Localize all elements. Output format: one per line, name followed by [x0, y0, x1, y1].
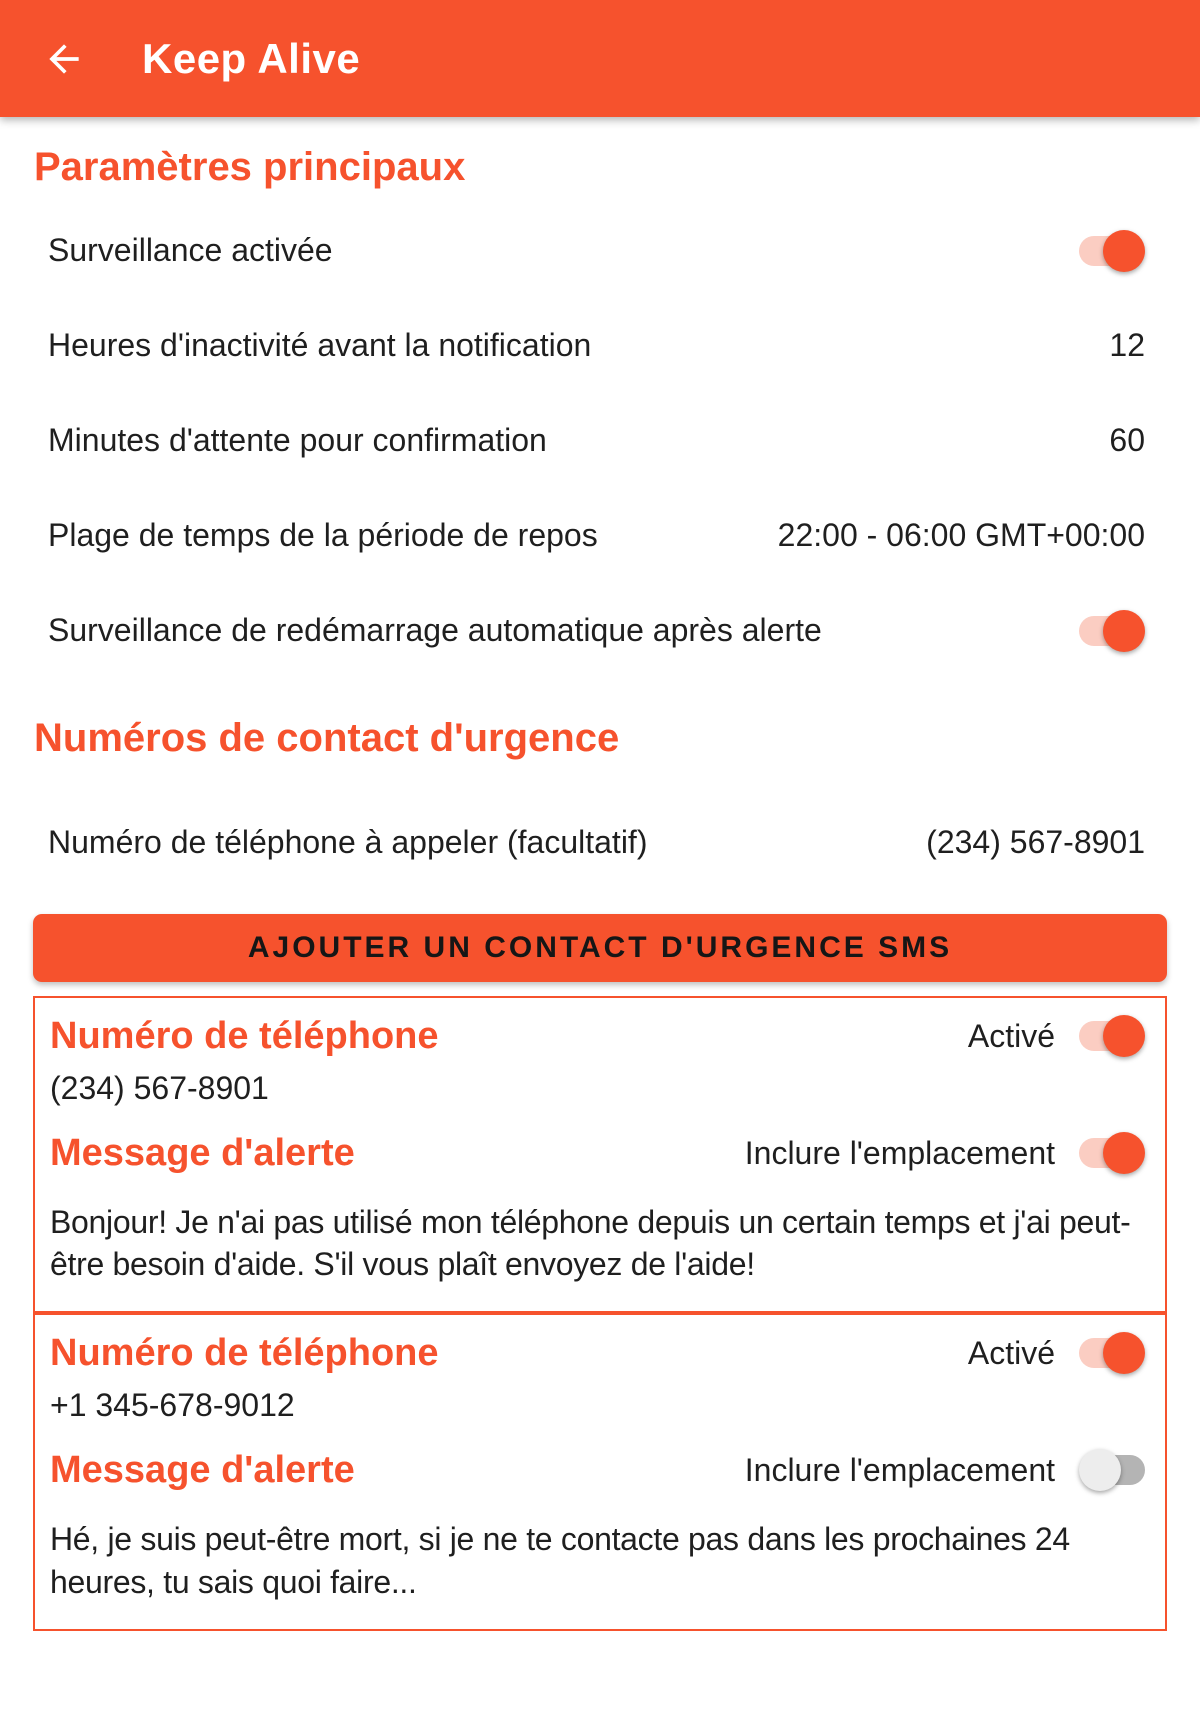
- enabled-label: Activé: [967, 1017, 1055, 1054]
- sms-contact-card-2: [33, 1313, 1167, 1630]
- card-message-head: [50, 1127, 1145, 1179]
- setting-label: Heures d'inactivité avant la notification: [48, 327, 592, 363]
- message-title: Message d'alerte: [50, 1448, 355, 1491]
- app-bar: [0, 0, 1200, 117]
- setting-value: 22:00 - 06:00 GMT+00:00: [777, 517, 1145, 553]
- app-title: Keep Alive: [142, 34, 361, 82]
- arrow-left-icon: [42, 37, 86, 81]
- section-title-main: Paramètres principaux: [34, 145, 466, 189]
- location-label: Inclure l'emplacement: [744, 1134, 1055, 1171]
- enabled-toggle[interactable]: [1079, 1014, 1145, 1058]
- setting-row-monitoring[interactable]: [0, 203, 1200, 298]
- setting-row-restart-monitoring[interactable]: [0, 583, 1200, 678]
- setting-label: Plage de temps de la période de repos: [48, 517, 598, 553]
- setting-row-inactivity-hours[interactable]: [0, 298, 1200, 393]
- card-phone-head: [50, 1327, 1145, 1379]
- location-toggle-group: [745, 1448, 1145, 1492]
- include-location-toggle[interactable]: [1079, 1448, 1145, 1492]
- setting-label: Surveillance de redémarrage automatique après alerte: [48, 612, 822, 648]
- location-label: Inclure l'emplacement: [744, 1451, 1055, 1488]
- toggle-thumb: [1103, 230, 1145, 272]
- setting-label: Minutes d'attente pour confirmation: [48, 422, 547, 458]
- card-message-head: [50, 1444, 1145, 1496]
- sms-contact-card-1: [33, 996, 1167, 1313]
- phone-title: Numéro de téléphone: [50, 1014, 439, 1057]
- main-settings-list: [0, 203, 1200, 678]
- setting-value: (234) 567-8901: [926, 823, 1145, 860]
- phone-title: Numéro de téléphone: [50, 1331, 439, 1374]
- alert-message-text[interactable]: Bonjour! Je n'ai pas utilisé mon téléphone depuis un certain temps et j'ai peut-être besoin d'aide. S'il vous plaît envoyez de l'aide!: [50, 1204, 1131, 1283]
- back-button[interactable]: [28, 23, 100, 95]
- add-sms-contact-button[interactable]: AJOUTER UN CONTACT D'URGENCE SMS: [33, 914, 1167, 982]
- enabled-toggle-group: [968, 1331, 1145, 1375]
- phone-number-text[interactable]: +1 345-678-9012: [50, 1387, 295, 1424]
- setting-row-rest-period[interactable]: [0, 488, 1200, 583]
- toggle-thumb: [1103, 1332, 1145, 1374]
- enabled-label: Activé: [967, 1334, 1055, 1371]
- monitoring-toggle[interactable]: [1079, 229, 1145, 273]
- setting-label: Numéro de téléphone à appeler (facultatif): [48, 823, 648, 860]
- toggle-thumb: [1103, 610, 1145, 652]
- setting-value: 12: [1109, 327, 1145, 363]
- enabled-toggle[interactable]: [1079, 1331, 1145, 1375]
- message-title: Message d'alerte: [50, 1131, 355, 1174]
- settings-page: [0, 143, 1200, 1631]
- phone-number-text[interactable]: (234) 567-8901: [50, 1070, 269, 1106]
- section-title-contacts: Numéros de contact d'urgence: [34, 716, 620, 760]
- include-location-toggle[interactable]: [1079, 1131, 1145, 1175]
- restart-monitoring-toggle[interactable]: [1079, 609, 1145, 653]
- setting-label: Surveillance activée: [48, 232, 333, 268]
- enabled-toggle-group: [968, 1014, 1145, 1058]
- alert-message-text[interactable]: Hé, je suis peut-être mort, si je ne te contacte pas dans les prochaines 24 heures, tu sais quoi faire...: [50, 1521, 1070, 1600]
- card-phone-head: [50, 1010, 1145, 1062]
- toggle-thumb: [1079, 1449, 1121, 1491]
- setting-row-confirmation-minutes[interactable]: [0, 393, 1200, 488]
- setting-value: 60: [1109, 422, 1145, 458]
- location-toggle-group: [745, 1131, 1145, 1175]
- toggle-thumb: [1103, 1015, 1145, 1057]
- toggle-thumb: [1103, 1132, 1145, 1174]
- setting-row-call-number[interactable]: [0, 792, 1200, 892]
